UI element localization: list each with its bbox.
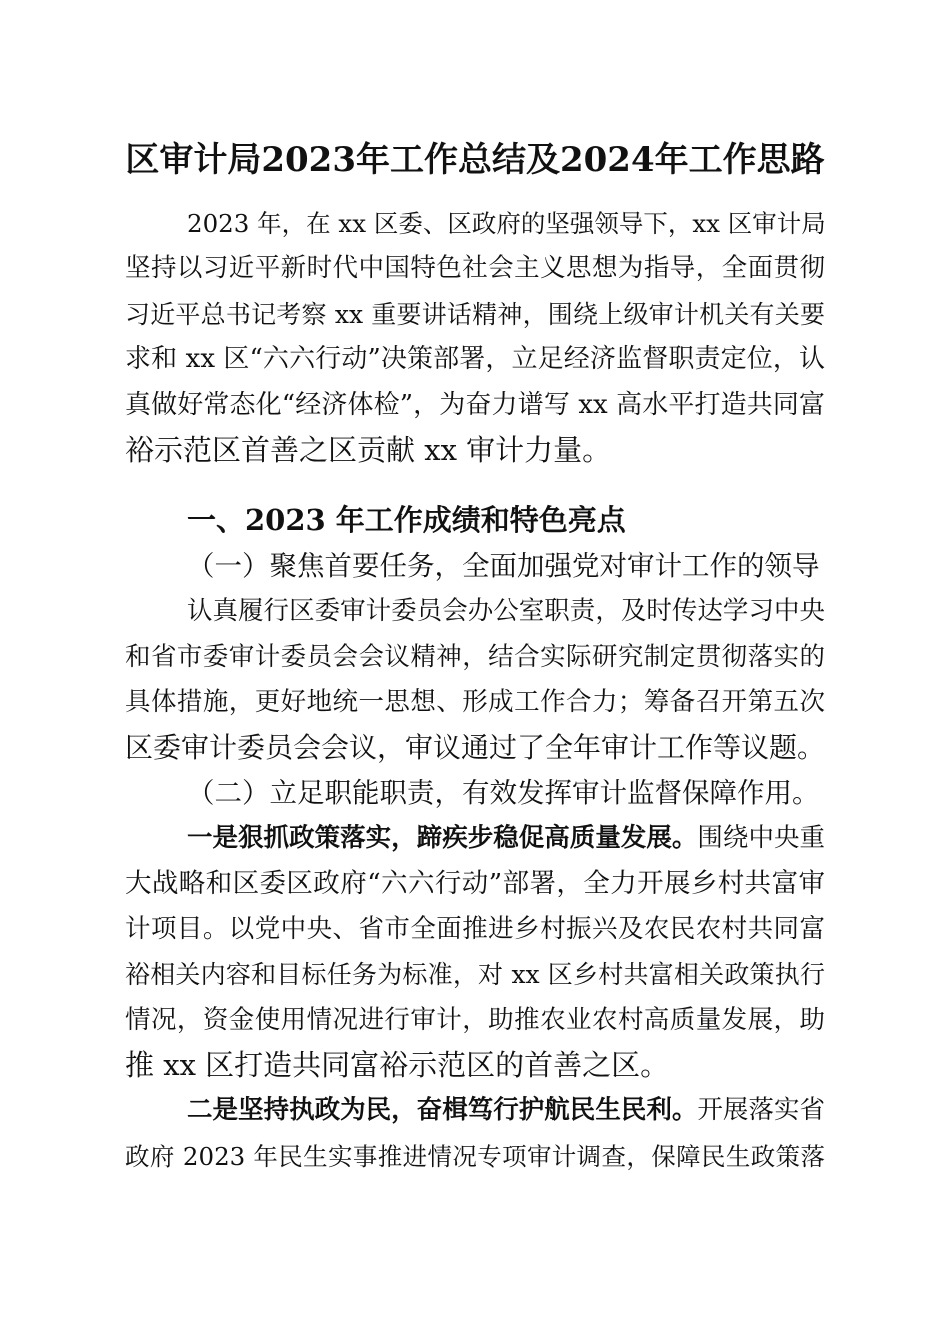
line-text: 认真履行区委审计委员会办公室职责，及时传达学习中央: [187, 596, 825, 627]
paragraph: [125, 816, 825, 1088]
text-line: [125, 771, 825, 816]
line-text: 开展落实省: [697, 1095, 825, 1126]
section-heading: [125, 498, 825, 543]
line-text: 具体措施，更好地统一思想、形成工作合力；筹备召开第五次: [125, 686, 825, 717]
line-text: （二）立足职能职责，有效发挥审计监督保障作用。: [187, 776, 820, 809]
text-line: [125, 589, 825, 634]
line-text: 计项目。以党中央、省市全面推进乡村振兴及农民农村共同富: [125, 913, 825, 944]
text-line: [125, 680, 825, 725]
text-line: [125, 337, 825, 382]
text-line: [125, 1134, 825, 1179]
text-line: [125, 292, 825, 337]
document-title: 区审计局2023年工作总结及2024年工作思路: [125, 140, 825, 180]
bold-lead-sentence: 二是坚持执政为民，奋楫笃行护航民生民利。: [187, 1095, 698, 1126]
text-line: [125, 1043, 825, 1088]
text-line: [125, 544, 825, 589]
text-line: [125, 907, 825, 952]
text-line: [125, 816, 825, 861]
paragraph: [125, 1088, 825, 1179]
subsection-heading: [125, 771, 825, 816]
line-text: 裕相关内容和目标任务为标准，对 xx 区乡村共富相关政策执行: [125, 960, 825, 990]
text-line: [125, 428, 825, 473]
line-text: 坚持以习近平新时代中国特色社会主义思想为指导，全面贯彻: [125, 253, 825, 284]
text-line: [125, 952, 825, 997]
line-text: 真做好常态化“经济体检”，为奋力谱写 xx 高水平打造共同富: [125, 389, 825, 420]
text-line: [125, 246, 825, 291]
text-line: [125, 861, 825, 906]
line-text: 一、2023 年工作成绩和特色亮点: [187, 503, 626, 538]
text-line: [125, 1088, 825, 1133]
text-line: [125, 635, 825, 680]
line-text: （一）聚焦首要任务，全面加强党对审计工作的领导: [187, 549, 820, 582]
line-text: 政府 2023 年民生实事推进情况专项审计调查，保障民生政策落: [125, 1141, 825, 1171]
subsection-heading: [125, 544, 825, 589]
document-body: [125, 201, 825, 1179]
text-line: [125, 998, 825, 1043]
line-text: 情况，资金使用情况进行审计，助推农业农村高质量发展，助: [125, 1004, 825, 1035]
text-line: [125, 498, 825, 543]
line-text: 裕示范区首善之区贡献 xx 审计力量。: [125, 432, 612, 467]
line-text: 求和 xx 区“六六行动”决策部署，立足经济监督职责定位，认: [125, 344, 825, 375]
line-text: 习近平总书记考察 xx 重要讲话精神，围绕上级审计机关有关要: [125, 299, 825, 329]
line-text: 围绕中央重: [697, 823, 825, 854]
paragraph: [125, 589, 825, 771]
line-text: 区委审计委员会会议，审议通过了全年审计工作等议题。: [125, 731, 826, 765]
line-text: 大战略和区委区政府“六六行动”部署，全力开展乡村共富审: [125, 868, 825, 900]
text-line: [125, 383, 825, 428]
line-text: 和省市委审计委员会会议精神，结合实际研究制定贯彻落实的: [125, 641, 825, 672]
line-text: 2023 年，在 xx 区委、区政府的坚强领导下，xx 区审计局: [187, 209, 826, 238]
text-line: [125, 201, 825, 246]
text-line: [125, 725, 825, 770]
line-text: 推 xx 区打造共同富裕示范区的首善之区。: [125, 1048, 670, 1083]
paragraph: [125, 201, 825, 473]
bold-lead-sentence: 一是狠抓政策落实，蹄疾步稳促高质量发展。: [187, 823, 698, 854]
